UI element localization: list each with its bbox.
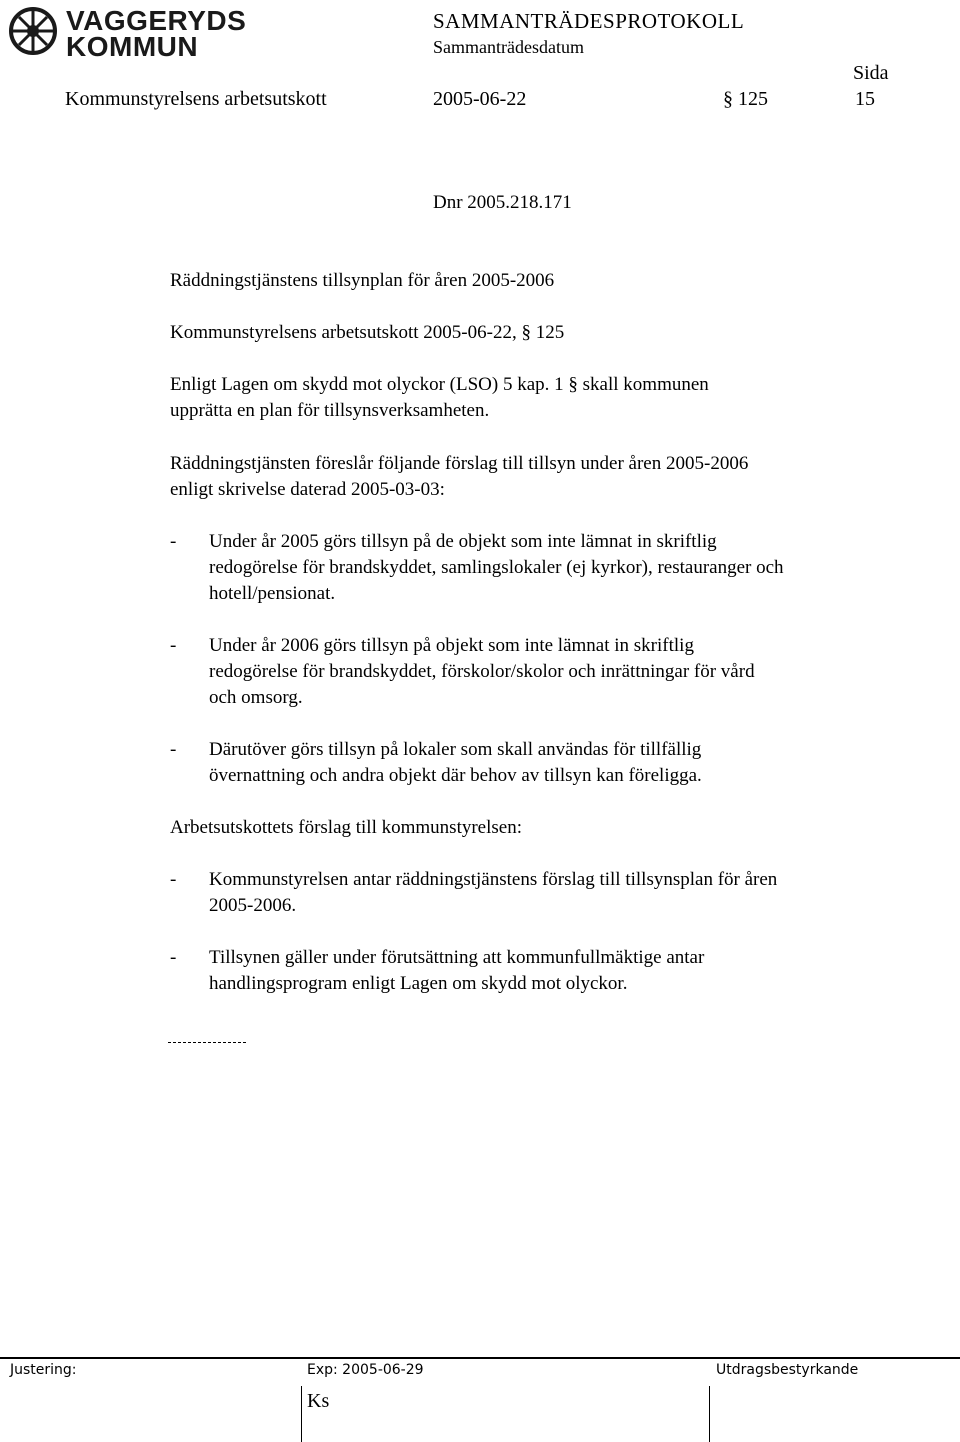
intro-line-2: upprätta en plan för tillsynsverksamheten. xyxy=(170,400,490,421)
bullet-line: redogörelse för brandskyddet, förskolor/skolor och inrättningar för vård xyxy=(209,661,755,682)
item-title: Räddningstjänstens tillsynplan för åren 2005-2006 xyxy=(170,270,555,291)
bullet-line: Under år 2006 görs tillsyn på objekt som inte lämnat in skriftlig xyxy=(209,635,694,656)
body-name: Kommunstyrelsens arbetsutskott xyxy=(65,88,327,110)
logo-text-line1: VAGGERYDS xyxy=(66,5,247,36)
extract-label: Utdragsbestyrkande xyxy=(716,1362,859,1378)
reference: Kommunstyrelsens arbetsutskott 2005-06-22, § 125 xyxy=(170,322,565,343)
document-title: SAMMANTRÄDESPROTOKOLL xyxy=(433,9,745,33)
dnr: Dnr 2005.218.171 xyxy=(433,192,572,213)
decision-line: Kommunstyrelsen antar räddningstjänstens förslag till tillsynsplan för åren xyxy=(209,869,778,890)
bullet-dash: - xyxy=(170,739,177,760)
crest-icon xyxy=(8,6,58,56)
decision-line: Tillsynen gäller under förutsättning att kommunfullmäktige antar xyxy=(209,947,705,968)
exp-recipient: Ks xyxy=(307,1390,330,1412)
page-number: 15 xyxy=(855,88,875,110)
exp-label: Exp: 2005-06-29 xyxy=(307,1362,424,1378)
decision-dash: - xyxy=(170,869,177,890)
footer-separator xyxy=(709,1386,710,1442)
bullet-line: Därutöver görs tillsyn på lokaler som skall användas för tillfällig xyxy=(209,739,702,760)
bullet-line: övernattning och andra objekt där behov av tillsyn kan föreligga. xyxy=(209,765,702,786)
justering-label: Justering: xyxy=(10,1362,77,1378)
footer-divider xyxy=(0,1357,960,1359)
municipality-logo xyxy=(8,5,247,62)
meeting-date: 2005-06-22 xyxy=(433,88,527,110)
date-label: Sammanträdesdatum xyxy=(433,37,584,57)
bullet-dash: - xyxy=(170,635,177,656)
paragraph-number: § 125 xyxy=(723,88,768,110)
footer-separator xyxy=(301,1386,302,1442)
decision-line: 2005-2006. xyxy=(209,895,297,916)
proposal-line-2: enligt skrivelse daterad 2005-03-03: xyxy=(170,479,445,500)
bullet-line: och omsorg. xyxy=(209,687,303,708)
decision-heading: Arbetsutskottets förslag till kommunstyrelsen: xyxy=(170,817,522,838)
proposal-line-1: Räddningstjänsten föreslår följande förslag till tillsyn under åren 2005-2006 xyxy=(170,453,749,474)
end-separator xyxy=(168,1042,246,1043)
bullet-line: Under år 2005 görs tillsyn på de objekt som inte lämnat in skriftlig xyxy=(209,531,717,552)
intro-line-1: Enligt Lagen om skydd mot olyckor (LSO) 5 kap. 1 § skall kommunen xyxy=(170,374,709,395)
bullet-dash: - xyxy=(170,531,177,552)
bullet-line: redogörelse för brandskyddet, samlingslokaler (ej kyrkor), restauranger och xyxy=(209,557,784,578)
page-label: Sida xyxy=(853,62,889,84)
bullet-line: hotell/pensionat. xyxy=(209,583,336,604)
decision-dash: - xyxy=(170,947,177,968)
logo-text-line2: KOMMUN xyxy=(66,31,199,62)
decision-line: handlingsprogram enligt Lagen om skydd mot olyckor. xyxy=(209,973,628,994)
